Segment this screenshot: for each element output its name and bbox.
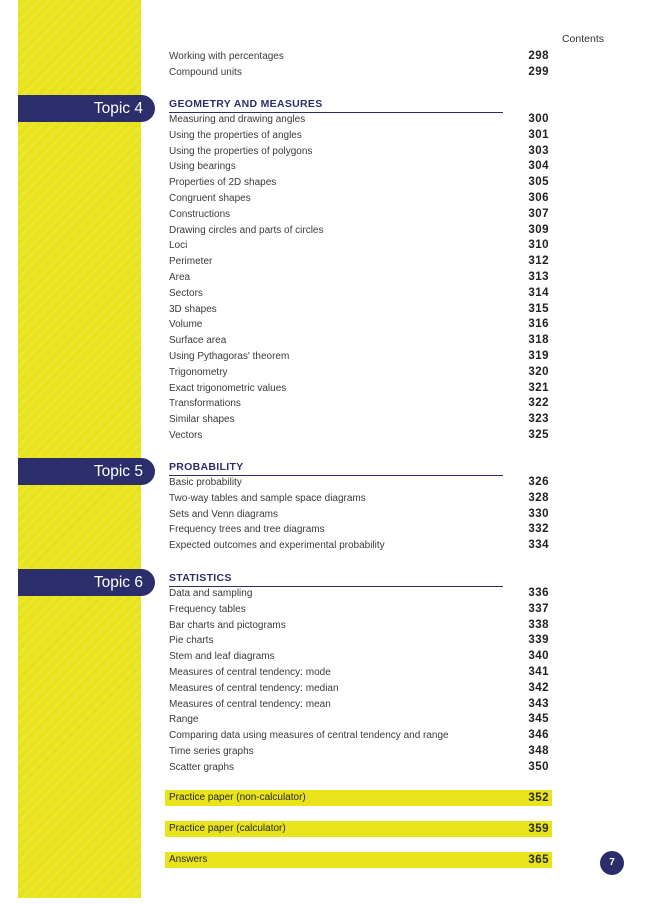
toc-entry-title: Using the properties of polygons — [169, 145, 313, 157]
toc-entry-page-number: 348 — [528, 745, 549, 757]
toc-entry[interactable] — [169, 744, 549, 760]
toc-entry[interactable] — [169, 65, 549, 81]
toc-entry[interactable] — [169, 681, 549, 697]
toc-entry-page-number: 334 — [528, 539, 549, 552]
toc-entry-title: Bar charts and pictograms — [169, 619, 286, 631]
toc-entry[interactable] — [169, 254, 549, 270]
toc-entry[interactable] — [169, 238, 549, 254]
toc-entry[interactable] — [169, 649, 549, 665]
toc-entry-title: Using bearings — [169, 161, 236, 173]
running-header: Contents — [561, 33, 604, 45]
toc-entry[interactable] — [169, 175, 549, 191]
toc-entry-title: Measures of central tendency: median — [169, 682, 339, 694]
toc-entry-page-number: 298 — [528, 50, 549, 62]
toc-entry-title: Scatter graphs — [169, 761, 235, 773]
toc-entry-title: 3D shapes — [169, 303, 217, 315]
toc-entry[interactable] — [169, 112, 549, 128]
toc-entry[interactable] — [169, 302, 549, 318]
toc-entry-title: Comparing data using measures of central tendency and range — [169, 730, 449, 742]
toc-entry[interactable] — [169, 522, 549, 538]
toc-entry[interactable] — [169, 538, 549, 554]
toc-entry-page-number: 300 — [528, 113, 549, 125]
toc-entry-title: Frequency trees and tree diagrams — [169, 524, 325, 536]
toc-entry-title: Range — [169, 714, 199, 726]
toc-entry[interactable] — [169, 491, 549, 507]
toc-entry-page-number: 339 — [528, 634, 549, 647]
toc-entry-title: Using the properties of angles — [169, 129, 302, 141]
toc-entry-title: Practice paper (calculator) — [169, 823, 286, 834]
toc-entry-page-number: 304 — [528, 160, 549, 173]
toc-entry-page-number: 336 — [528, 587, 549, 599]
topic-label-tab: Topic 5 — [18, 458, 155, 485]
toc-entry-page-number: 352 — [528, 792, 549, 804]
toc-entry[interactable] — [169, 665, 549, 681]
toc-entry-page-number: 322 — [528, 397, 549, 410]
toc-entry-page-number: 318 — [528, 334, 549, 347]
toc-entry-title: Compound units — [169, 66, 242, 78]
toc-entry-page-number: 307 — [528, 207, 549, 220]
toc-entry-page-number: 359 — [528, 823, 549, 835]
toc-entry-title: Basic probability — [169, 477, 242, 488]
toc-entry-title: Answers — [169, 854, 208, 865]
toc-entry-title: Frequency tables — [169, 603, 246, 615]
toc-entry-page-number: 330 — [528, 507, 549, 520]
toc-entry-title: Congruent shapes — [169, 193, 251, 204]
toc-entry[interactable] — [169, 49, 549, 65]
toc-entry-title: Measures of central tendency: mode — [169, 667, 331, 678]
toc-entry-title: Trigonometry — [169, 366, 228, 378]
toc-entry-title: Expected outcomes and experimental probability — [169, 540, 385, 552]
toc-entry[interactable] — [169, 333, 549, 349]
toc-entry-title: Vectors — [169, 430, 203, 441]
toc-entry-title: Drawing circles and parts of circles — [169, 224, 324, 236]
toc-highlight-entry[interactable] — [165, 852, 552, 868]
toc-entry-page-number: 310 — [528, 239, 549, 252]
toc-entry-page-number: 325 — [528, 429, 549, 441]
toc-entry-page-number: 337 — [528, 602, 549, 615]
toc-entry[interactable] — [169, 128, 549, 144]
toc-entry-page-number: 341 — [528, 666, 549, 678]
toc-entry-page-number: 326 — [528, 476, 549, 488]
toc-entry-title: Measures of central tendency: mean — [169, 698, 331, 710]
toc-entry-page-number: 320 — [528, 365, 549, 378]
toc-entry-page-number: 350 — [528, 760, 549, 773]
toc-entry-title: Constructions — [169, 208, 231, 220]
toc-entry-title: Perimeter — [169, 256, 213, 268]
toc-entry-title: Loci — [169, 240, 188, 252]
toc-entry[interactable] — [169, 207, 549, 223]
toc-entry[interactable] — [169, 712, 549, 728]
toc-entry-title: Sets and Venn diagrams — [169, 508, 278, 520]
toc-entry[interactable] — [169, 412, 549, 428]
toc-entry-title: Surface area — [169, 335, 227, 347]
toc-entry-title: Properties of 2D shapes — [169, 177, 277, 189]
toc-entry-page-number: 314 — [528, 286, 549, 299]
toc-entry-title: Working with percentages — [169, 51, 284, 62]
toc-entry[interactable] — [169, 159, 549, 175]
toc-entry[interactable] — [169, 396, 549, 412]
toc-entry-title: Measuring and drawing angles — [169, 114, 306, 125]
toc-entry[interactable] — [169, 223, 549, 239]
toc-entry-page-number: 343 — [528, 697, 549, 710]
toc-entry[interactable] — [169, 270, 549, 286]
toc-entry-page-number: 332 — [528, 523, 549, 536]
toc-entry-page-number: 301 — [528, 128, 549, 141]
toc-entry[interactable] — [169, 365, 549, 381]
toc-entry[interactable] — [169, 317, 549, 333]
toc-entry[interactable] — [169, 191, 549, 207]
toc-entry[interactable] — [169, 349, 549, 365]
toc-entry-page-number: 342 — [528, 681, 549, 694]
toc-entry[interactable] — [169, 633, 549, 649]
toc-entry-title: Area — [169, 272, 191, 283]
toc-entry-title: Pie charts — [169, 635, 214, 647]
toc-entry-page-number: 346 — [528, 729, 549, 742]
toc-entry-page-number: 305 — [528, 176, 549, 189]
toc-entry-title: Sectors — [169, 287, 203, 299]
toc-entry-page-number: 319 — [528, 350, 549, 362]
toc-entry-page-number: 365 — [528, 854, 549, 866]
toc-entry-title: Two-way tables and sample space diagrams — [169, 492, 366, 504]
toc-entry[interactable] — [169, 381, 549, 397]
toc-entry-title: Practice paper (non-calculator) — [169, 792, 306, 803]
topic-heading: PROBABILITY — [169, 460, 503, 476]
topic-heading: GEOMETRY AND MEASURES — [169, 97, 503, 113]
toc-entry[interactable] — [169, 507, 549, 523]
toc-entry[interactable] — [169, 760, 549, 776]
toc-entry-page-number: 313 — [528, 271, 549, 283]
toc-entry-title: Time series graphs — [169, 746, 254, 757]
topic-heading: STATISTICS — [169, 571, 503, 587]
toc-entry-title: Similar shapes — [169, 414, 235, 426]
toc-entry[interactable] — [169, 475, 549, 491]
toc-entry-page-number: 323 — [528, 413, 549, 426]
toc-entry-page-number: 316 — [528, 318, 549, 331]
toc-entry[interactable] — [169, 618, 549, 634]
topic-label-tab: Topic 6 — [18, 569, 155, 596]
toc-entry-page-number: 306 — [528, 192, 549, 204]
toc-entry-title: Using Pythagoras' theorem — [169, 351, 290, 362]
toc-entry[interactable] — [169, 602, 549, 618]
toc-entry-page-number: 309 — [528, 223, 549, 236]
toc-entry-page-number: 303 — [528, 144, 549, 157]
toc-entry-page-number: 321 — [528, 381, 549, 394]
toc-entry-title: Data and sampling — [169, 588, 253, 599]
toc-entry[interactable] — [169, 428, 549, 444]
toc-entry[interactable] — [169, 286, 549, 302]
toc-entry-page-number: 340 — [528, 650, 549, 663]
toc-entry-title: Exact trigonometric values — [169, 382, 287, 394]
toc-entry-page-number: 312 — [528, 255, 549, 268]
toc-highlight-entry[interactable] — [165, 790, 552, 806]
toc-highlight-entry[interactable] — [165, 821, 552, 837]
topic-label-tab: Topic 4 — [18, 95, 155, 122]
toc-entry[interactable] — [169, 728, 549, 744]
toc-entry-page-number: 299 — [528, 65, 549, 78]
toc-entry-page-number: 338 — [528, 618, 549, 631]
toc-entry-page-number: 328 — [528, 491, 549, 504]
toc-entry-title: Volume — [169, 319, 203, 331]
toc-entry[interactable] — [169, 144, 549, 160]
toc-entry-page-number: 315 — [528, 302, 549, 315]
toc-entry-title: Transformations — [169, 398, 241, 410]
toc-entry-title: Stem and leaf diagrams — [169, 651, 275, 663]
page-number-badge: 7 — [600, 851, 624, 875]
toc-entry[interactable] — [169, 586, 549, 602]
toc-entry-page-number: 345 — [528, 713, 549, 726]
toc-entry[interactable] — [169, 697, 549, 713]
